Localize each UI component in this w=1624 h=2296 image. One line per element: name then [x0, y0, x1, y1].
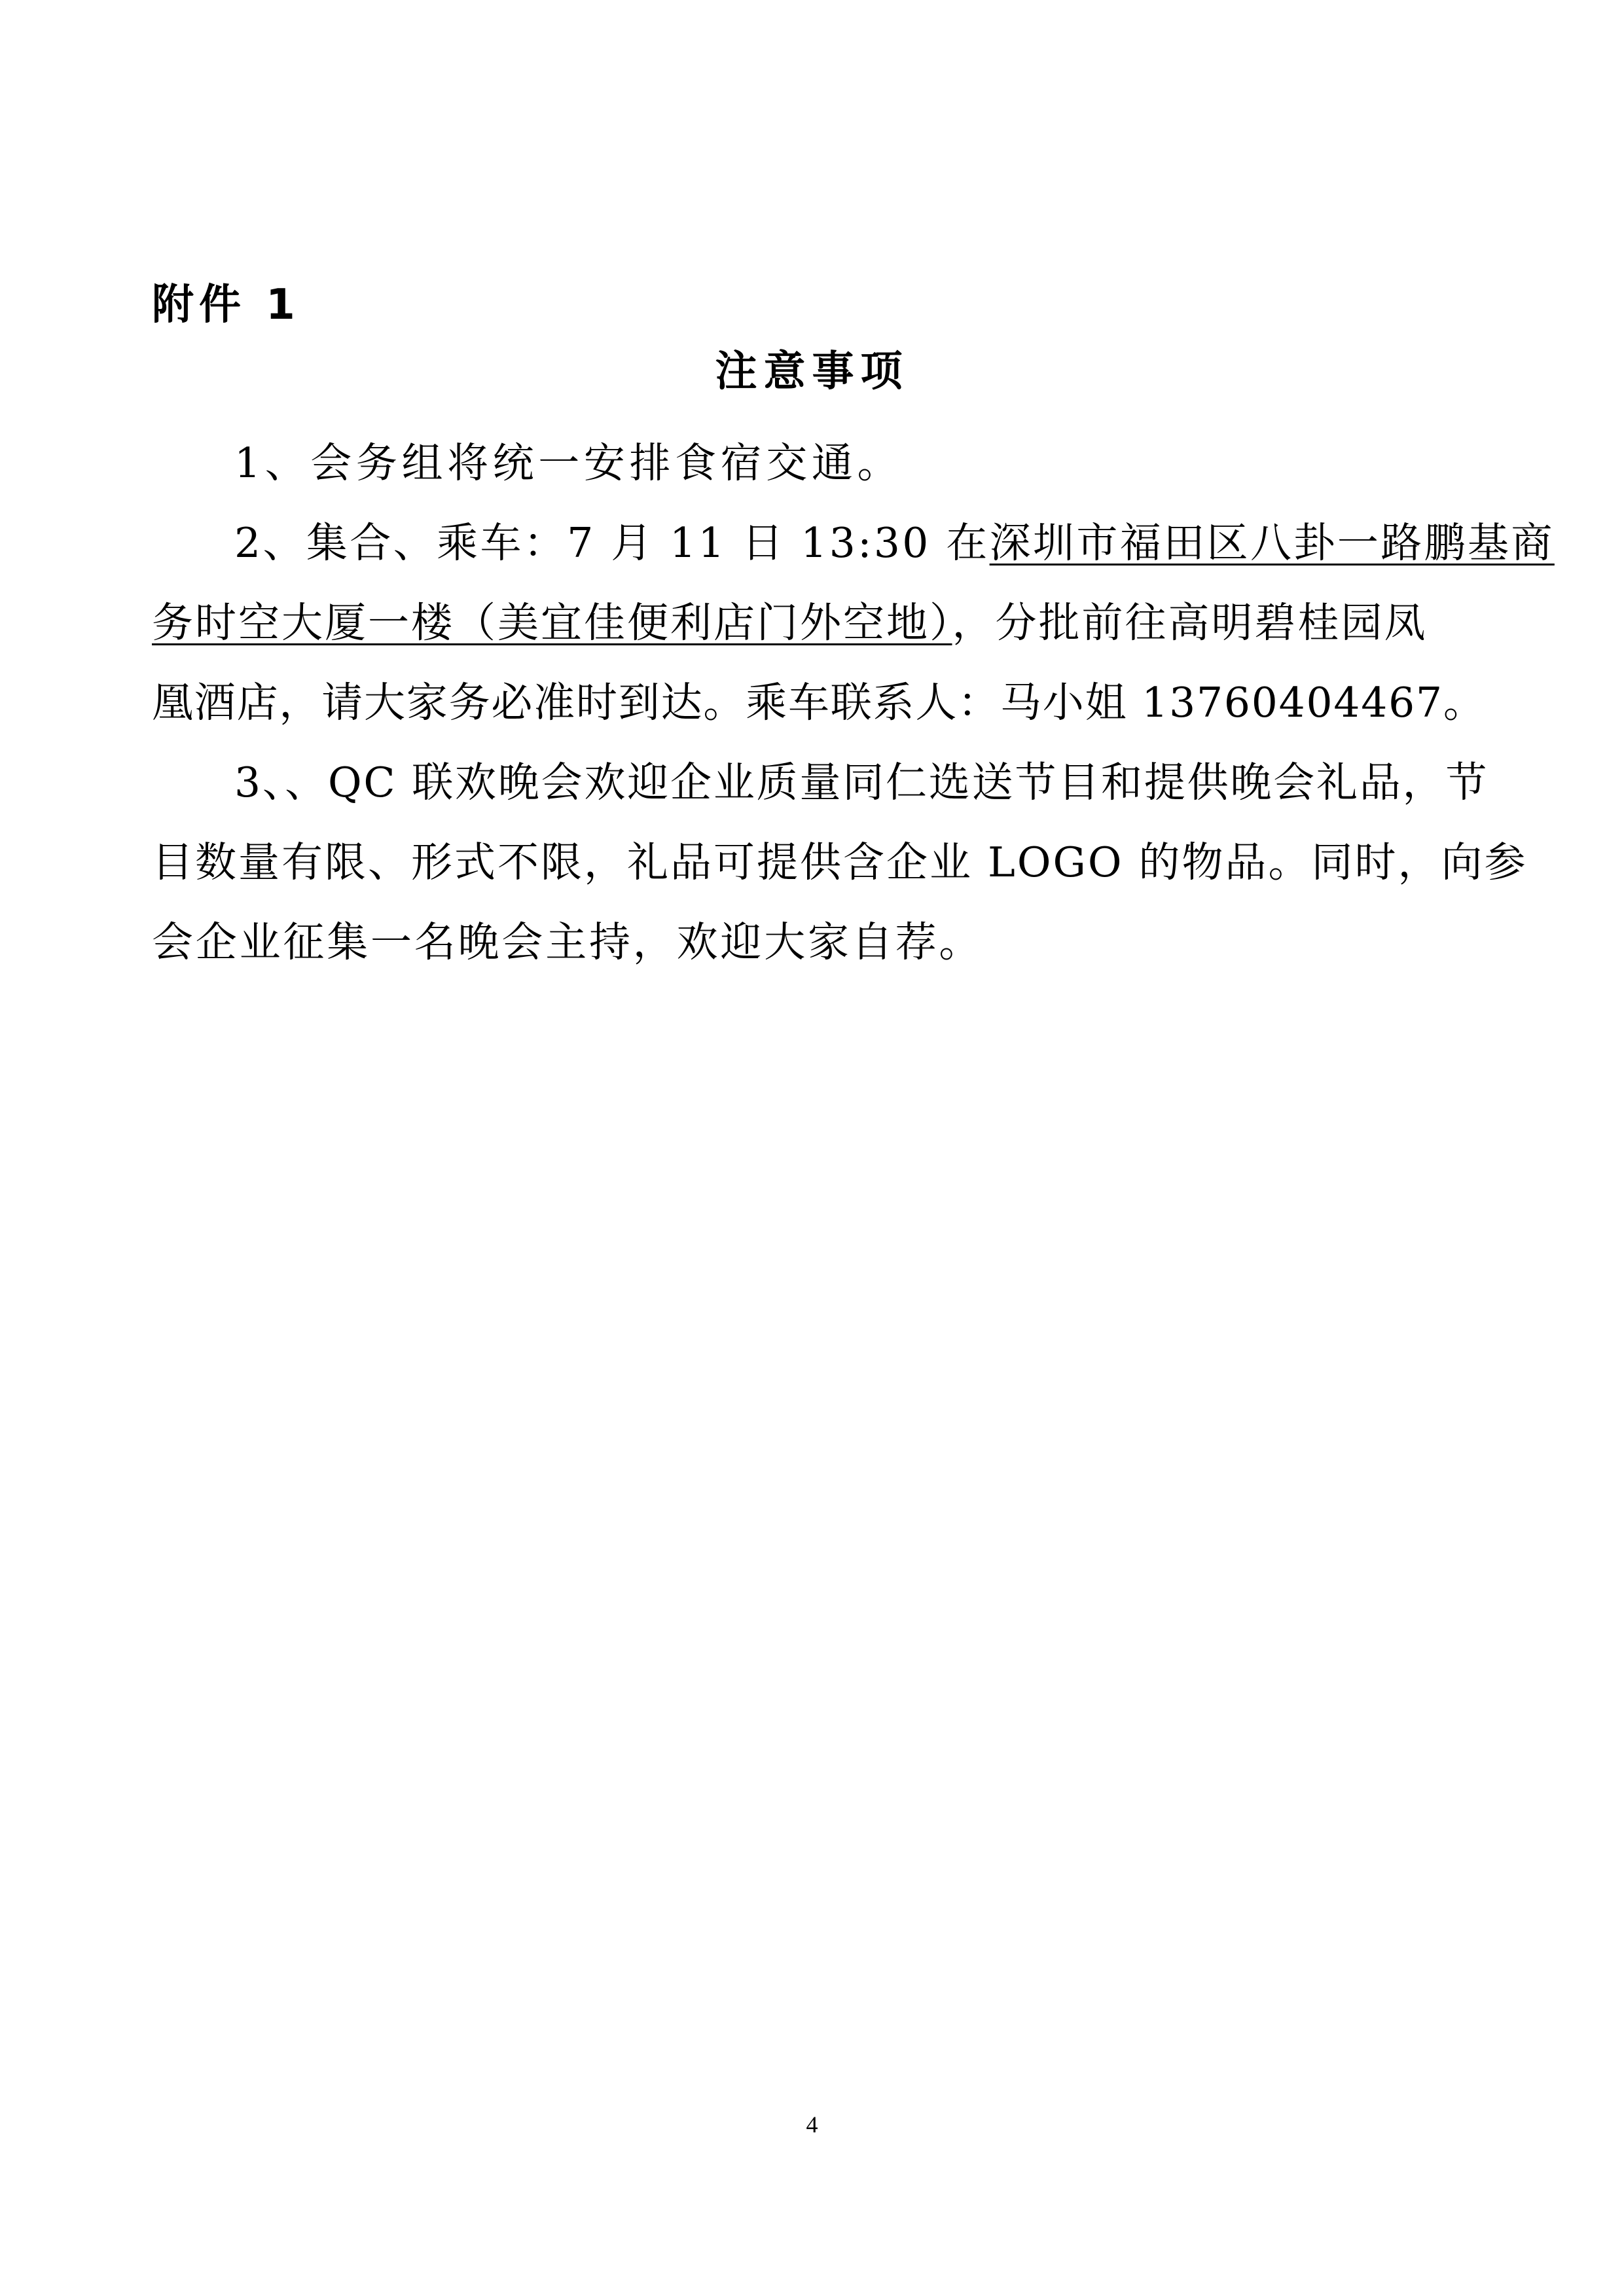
item-3-text: 3、、QC 联欢晚会欢迎企业质量同仁选送节目和提供晚会礼品，节 [234, 759, 1489, 806]
item-3-text-continued: 目数量有限、形式不限，礼品可提供含企业 LOGO 的物品。同时，向参 [152, 838, 1528, 886]
attachment-label: 附件 1 [152, 281, 300, 329]
document-title: 注意事项 [715, 348, 909, 396]
meeting-address-part-2: 务时空大厦一楼（美宜佳便利店门外空地） [152, 599, 952, 647]
item-2-text-continued: ，分批前往高明碧桂园凤 [952, 599, 1428, 647]
item-3-line-3 [152, 911, 983, 974]
item-1-text: 1、会务组将统一安排食宿交通。 [234, 439, 903, 487]
page-number: 4 [806, 2111, 818, 2138]
item-3-line-1 [234, 751, 1489, 814]
item-2-line-2 [152, 592, 1428, 655]
item-2-contact: 凰酒店，请大家务必准时到达。乘车联系人：马小姐 13760404467。 [152, 679, 1486, 726]
item-2-line-3 [152, 672, 1486, 734]
item-3-text-end: 会企业征集一名晚会主持，欢迎大家自荐。 [152, 918, 983, 966]
item-2-text: 2、集合、乘车：7 月 11 日 13:30 在 [234, 519, 990, 567]
item-1-line-1 [234, 432, 903, 495]
item-3-line-2 [152, 831, 1528, 894]
item-2-line-1 [234, 512, 1555, 575]
meeting-address-part-1: 深圳市福田区八卦一路鹏基商 [989, 519, 1555, 567]
